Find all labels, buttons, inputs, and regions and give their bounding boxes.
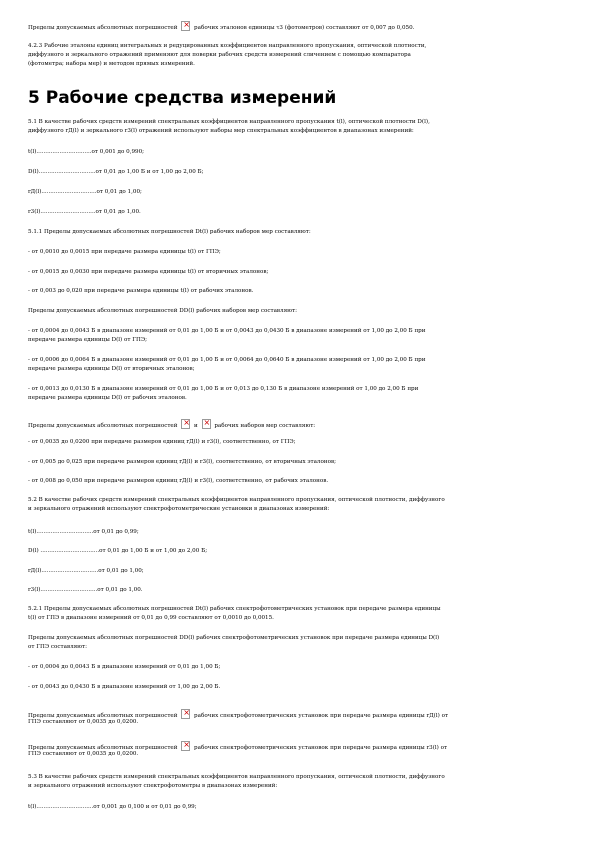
text-line: 4.2.3 Рабочие эталоны единиц интегральных и редуцированных коэффициентов направленного пропускания, оптической плотности, [28, 43, 427, 49]
text-line: t(l) от ГПЭ в диапазоне измерений от 0,01 до 0,99 составляют от 0,0010 до 0,0015. [28, 615, 274, 621]
text-line: - от 0,008 до 0,050 при передаче размеров единиц rД(l) и r3(l), соответственно, от рабочих эталонов. [28, 478, 329, 484]
broken-image-icon [181, 419, 190, 429]
text-line: 5.1.1 Пределы допускаемых абсолютных погрешностей Dt(l) рабочих наборов мер составляют: [28, 229, 311, 235]
text-line: - от 0,0004 до 0,0043 Б в диапазоне измерений от 0,01 до 1,00 Б; [28, 664, 221, 670]
text-line: ГПЭ составляют от 0,0035 до 0,0200. [28, 751, 139, 757]
text-line: Пределы допускаемых абсолютных погрешностей DD(l) рабочих спектрофотометрических установок при передаче размера единицы D(l) [28, 635, 440, 641]
text-line: - от 0,003 до 0,020 при передаче размера единицы t(l) от рабочих эталонов. [28, 288, 254, 294]
text-line: - от 0,0004 до 0,0043 Б в диапазоне измерений от 0,01 до 1,00 Б и от 0,0043 до 0,0430 Б в диапазоне измерений от 1,00 до 2,00 Б при [28, 328, 426, 334]
text-fragment: рабочих эталонов единицы τ3 (фотометров) составляют от 0,007 до 0,050. [194, 25, 415, 31]
text-line: передаче размера единицы D(l) от рабочих эталонов. [28, 395, 187, 401]
text-line: t(l)...............................от 0,001 до 0,990; [28, 149, 145, 155]
text-line: (фотометра; набора мер) и методом прямых измерений. [28, 61, 195, 67]
text-line: rД(l)...............................от 0,01 до 1,00; [28, 189, 142, 195]
text-line: r3(l)................................от 0,01 до 1,00. [28, 587, 143, 593]
text-line: D(l) .................................от 0,01 до 1,00 Б и от 1,00 до 2,00 Б; [28, 548, 208, 554]
text-line: - от 0,0013 до 0,0130 Б в диапазоне измерений от 0,01 до 1,00 Б и от 0,013 до 0,130 Б в диапазоне измерений от 1,00 до 2,00 Б при [28, 386, 419, 392]
text-fragment: и [194, 423, 198, 429]
broken-image-icon [202, 419, 211, 429]
text-line: диффузного и зеркального отражений применяют для поверки рабочих средств измерений сличением с помощью компаратора [28, 52, 411, 58]
broken-image-icon [181, 21, 190, 31]
section-heading: 5 Рабочие средства измерений [28, 88, 337, 108]
text-line: - от 0,0043 до 0,0430 Б в диапазоне измерений от 1,00 до 2,00 Б. [28, 684, 221, 690]
text-line: Пределы допускаемых абсолютных погрешностей DD(l) рабочих наборов мер составляют: [28, 308, 297, 314]
text-line: - от 0,0010 до 0,0015 при передаче размера единицы t(l) от ГПЭ; [28, 249, 221, 255]
text-line: - от 0,0015 до 0,0030 при передаче размера единицы t(l) от вторичных эталонов; [28, 269, 269, 275]
text-fragment: рабочих спектрофотометрических установок при передаче размера единицы rД(l) от [194, 713, 449, 719]
text-line: 5.2.1 Пределы допускаемых абсолютных погрешностей Dt(l) рабочих спектрофотометрических установок при передаче размера единицы [28, 606, 441, 612]
text-line [28, 21, 568, 33]
text-line: передаче размера единицы D(l) от вторичных эталонов; [28, 366, 195, 372]
text-line: t(l)................................от 0,01 до 0,99; [28, 529, 139, 535]
text-fragment: Пределы допускаемых абсолютных погрешностей [28, 713, 178, 719]
text-line: 5.2 В качестве рабочих средств измерений спектральных коэффициентов направленного пропускания, оптической плотности, диффузного [28, 497, 445, 503]
text-line: - от 0,0006 до 0,0064 Б в диапазоне измерений от 0,01 до 1,00 Б и от 0,0064 до 0,0640 Б в диапазоне измерений от 1,00 до 2,00 Б при [28, 357, 426, 363]
text-line: t(l)................................от 0,001 до 0,100 и от 0,01 до 0,99; [28, 804, 197, 810]
text-line: D(l)................................от 0,01 до 1,00 Б и от 1,00 до 2,00 Б; [28, 169, 204, 175]
text-fragment: Пределы допускаемых абсолютных погрешностей [28, 25, 178, 31]
text-fragment: рабочих наборов мер составляют: [214, 423, 316, 429]
text-line: передаче размера единицы D(l) от ГПЭ; [28, 337, 147, 343]
text-line: - от 0,0035 до 0,0200 при передаче размеров единиц rД(l) и r3(l), соответственно, от ГПЭ; [28, 439, 296, 445]
text-line: ГПЭ составляют от 0,0035 до 0,0200. [28, 719, 139, 725]
text-fragment: рабочих спектрофотометрических установок при передаче размера единицы r3(l) от [194, 745, 448, 751]
text-line: диффузного rД(l) и зеркального r3(l) отражений используют наборы мер спектральных коэффициентов в диапазонах измерений: [28, 128, 414, 134]
text-fragment: Пределы допускаемых абсолютных погрешностей [28, 423, 178, 429]
text-line: r3(l)...............................от 0,01 до 1,00. [28, 209, 141, 215]
text-line: rД(l)................................от 0,01 до 1,00; [28, 568, 144, 574]
text-line: и зеркального отражений используют спектрофотометры в диапазонах измерений: [28, 783, 278, 789]
text-line: и зеркального отражений используют спектрофотометрические установки в диапазонах измерений: [28, 506, 330, 512]
text-line: - от 0,005 до 0,025 при передаче размеров единиц rД(l) и r3(l), соответственно, от вторичных эталонов; [28, 459, 336, 465]
text-line: от ГПЭ составляют: [28, 644, 88, 650]
text-line: 5.1 В качестве рабочих средств измерений спектральных коэффициентов направленного пропускания t(l), оптической плотности D(l), [28, 119, 430, 125]
text-line [28, 419, 568, 431]
text-fragment: Пределы допускаемых абсолютных погрешностей [28, 745, 178, 751]
text-line: 5.3 В качестве рабочих средств измерений спектральных коэффициентов направленного пропускания, оптической плотности, диффузного [28, 774, 445, 780]
